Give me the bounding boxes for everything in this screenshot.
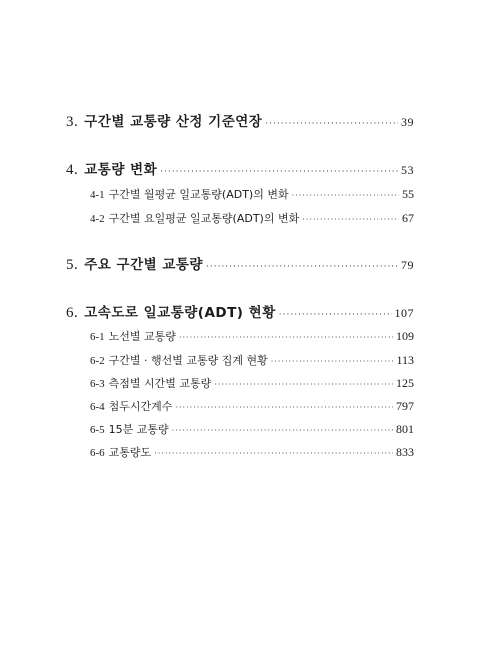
toc-page-number: 39 bbox=[401, 115, 414, 129]
toc-number: 4-1 bbox=[90, 189, 105, 201]
toc-page-number: 79 bbox=[401, 258, 414, 272]
toc-number: 6-6 bbox=[90, 447, 105, 459]
toc-title: 노선별 교통량 bbox=[108, 330, 176, 343]
leader-dots bbox=[265, 119, 398, 129]
toc-section-6-5 bbox=[90, 421, 414, 437]
toc-number: 4. bbox=[66, 162, 79, 178]
toc-page-number: 801 bbox=[396, 422, 414, 436]
toc-title: 주요 구간별 교통량 bbox=[84, 257, 203, 273]
toc-title: 교통량도 bbox=[108, 446, 152, 459]
toc-page-number: 833 bbox=[396, 445, 414, 459]
toc-page-number: 67 bbox=[402, 211, 414, 225]
toc-chapter-4 bbox=[66, 158, 414, 179]
toc-page-number: 125 bbox=[396, 376, 414, 390]
toc-section-4-1 bbox=[90, 186, 414, 202]
toc-number: 6-4 bbox=[90, 401, 105, 413]
toc-section-6-4 bbox=[90, 398, 414, 414]
toc-section-6-3 bbox=[90, 375, 414, 391]
leader-dots bbox=[179, 333, 393, 342]
leader-dots bbox=[302, 215, 399, 224]
toc-title: 구간별 월평균 일교통량(ADT)의 변화 bbox=[108, 188, 289, 201]
toc-page-number: 109 bbox=[396, 329, 414, 343]
leader-dots bbox=[292, 191, 399, 200]
leader-dots bbox=[206, 262, 398, 272]
toc-section-6-1 bbox=[90, 328, 414, 344]
toc-number: 6-5 bbox=[90, 424, 105, 436]
leader-dots bbox=[160, 167, 398, 177]
toc-number: 3. bbox=[66, 114, 79, 130]
toc-chapter-3 bbox=[66, 110, 414, 131]
toc-title: 구간별 교통량 산정 기준연장 bbox=[84, 114, 263, 130]
toc-number: 6. bbox=[66, 305, 79, 321]
toc-number: 6-1 bbox=[90, 331, 105, 343]
toc-page-number: 53 bbox=[401, 163, 414, 177]
toc-section-6-6 bbox=[90, 444, 414, 460]
toc-title: 구간별 · 행선별 교통량 집계 현황 bbox=[108, 354, 268, 367]
toc-section-4-2 bbox=[90, 210, 414, 226]
toc-page-number: 113 bbox=[396, 353, 414, 367]
leader-dots bbox=[154, 449, 393, 458]
toc-title: 측점별 시간별 교통량 bbox=[108, 377, 212, 390]
toc-number: 5. bbox=[66, 257, 79, 273]
leader-dots bbox=[175, 403, 393, 412]
leader-dots bbox=[279, 310, 392, 320]
leader-dots bbox=[271, 357, 394, 366]
toc-chapter-6 bbox=[66, 301, 414, 322]
toc-page-number: 55 bbox=[402, 187, 414, 201]
leader-dots bbox=[172, 426, 393, 435]
toc-title: 구간별 요일평균 일교통량(ADT)의 변화 bbox=[108, 212, 300, 225]
toc-number: 6-3 bbox=[90, 378, 105, 390]
toc-number: 4-2 bbox=[90, 213, 105, 225]
toc-title: 첨두시간계수 bbox=[108, 400, 173, 413]
toc-chapter-5 bbox=[66, 253, 414, 274]
toc-page-number: 797 bbox=[396, 399, 414, 413]
leader-dots bbox=[214, 380, 393, 389]
toc-page-number: 107 bbox=[394, 306, 414, 320]
toc-title: 15분 교통량 bbox=[108, 423, 169, 436]
toc-title: 고속도로 일교통량(ADT) 현황 bbox=[84, 305, 276, 321]
toc-section-6-2 bbox=[90, 352, 414, 368]
toc-title: 교통량 변화 bbox=[84, 162, 158, 178]
toc-number: 6-2 bbox=[90, 355, 105, 367]
